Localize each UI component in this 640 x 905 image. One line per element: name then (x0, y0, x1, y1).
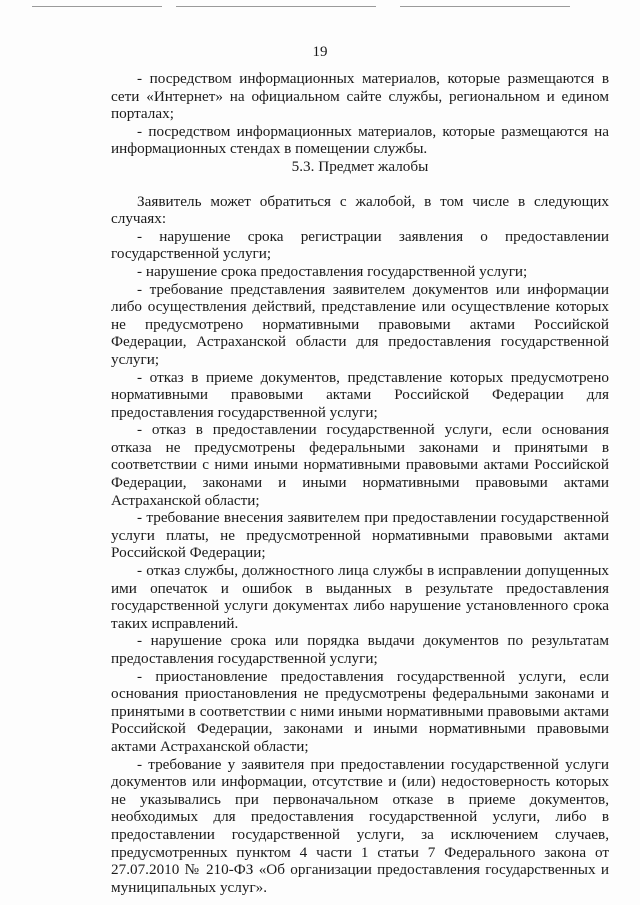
document-body (111, 70, 609, 896)
paragraph: - посредством информационных материалов, которые размещаются в сети «Интернет» на официальном сайте службы, региональном и едином порталах; (111, 70, 609, 123)
list-item: - отказ в приеме документов, представление которых предусмотрено нормативными правовыми актами Российской Федерации для предоставления государственной услуги; (111, 368, 609, 421)
list-item: - требование у заявителя при предоставлении государственной услуги документов или информации, отсутствие и (или) недостоверность которых не указывались при первоначальном отказе в приеме документов, необходимых для предоставления государственной услуги, либо в предоставлении государственной услуги, за исключением случаев, предусмотренных пунктом 4 части 1 статьи 7 Федерального закона от 27.07.2010 № 210-ФЗ «Об организации предоставления государственных и муниципальных услуг». (111, 755, 609, 896)
list-item: - требование представления заявителем документов или информации либо осуществления действий, представление или осуществление которых не предусмотрено нормативными правовыми актами Российской Федерации, Астраханской области для предоставления государственной услуги; (111, 280, 609, 368)
paragraph: - посредством информационных материалов, которые размещаются на информационных стендах в помещении службы. (111, 122, 609, 158)
list-item: - требование внесения заявителем при предоставлении государственной услуги платы, не предусмотренной нормативными правовыми актами Российской Федерации; (111, 509, 609, 562)
paragraph: Заявитель может обратиться с жалобой, в том числе в следующих случаях: (111, 192, 609, 228)
page-number: 19 (312, 44, 328, 60)
scan-border-line (400, 6, 570, 7)
list-item: - отказ службы, должностного лица службы в исправлении допущенных ими опечаток и ошибок в выданных в результате предоставления государственной услуги документах либо нарушение установленного срока таких исправлений. (111, 562, 609, 632)
list-item: - отказ в предоставлении государственной услуги, если основания отказа не предусмотрены федеральными законами и принятыми в соответствии с ними иными нормативными правовыми актами Российской Федерации, законами и иными нормативными правовыми актами Астраханской области; (111, 421, 609, 509)
section-title: 5.3. Предмет жалобы (291, 157, 429, 175)
scan-border-line (176, 6, 376, 7)
scan-border-line (32, 6, 162, 7)
list-item: - приостановление предоставления государственной услуги, если основания приостановления не предусмотрены федеральными законами и принятыми в соответствии с ними иными нормативными правовыми актами Российской Федерации, законами и иными нормативными правовыми актами Астраханской области; (111, 667, 609, 755)
list-item: - нарушение срока или порядка выдачи документов по результатам предоставления государственной услуги; (111, 632, 609, 667)
list-item: - нарушение срока регистрации заявления о предоставлении государственной услуги; (111, 227, 609, 263)
list-item: - нарушение срока предоставления государственной услуги; (137, 262, 528, 280)
